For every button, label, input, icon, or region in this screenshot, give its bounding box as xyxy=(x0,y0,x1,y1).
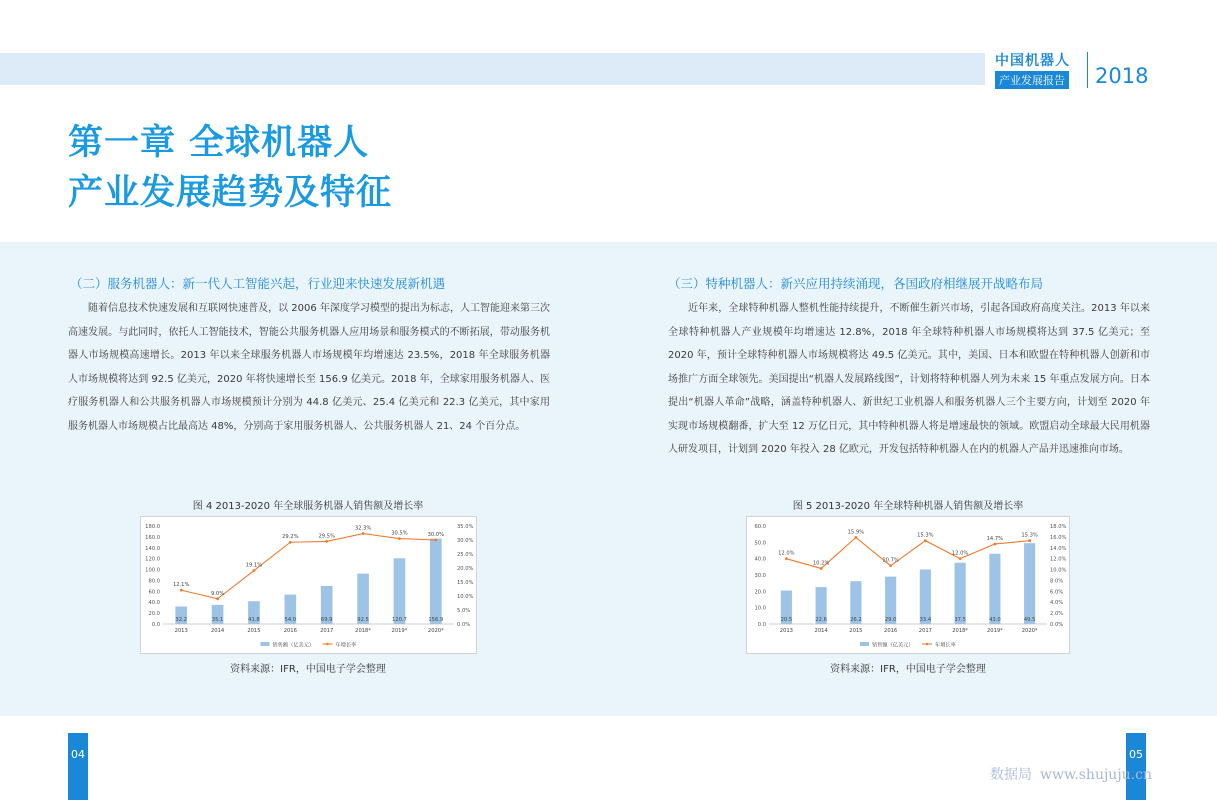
growth-rate-point xyxy=(820,567,823,570)
growth-rate-point xyxy=(854,536,857,539)
y-left-tick-label: 40.0 xyxy=(754,556,766,563)
bar xyxy=(955,563,966,624)
y-left-tick-label: 140.0 xyxy=(145,545,160,552)
y-right-tick-label: 8.0% xyxy=(1050,578,1064,585)
x-tick-label: 2017 xyxy=(918,628,932,634)
figure-4-chart xyxy=(140,516,477,654)
y-left-tick-label: 0.0 xyxy=(757,622,766,628)
legend-line-marker xyxy=(326,643,329,646)
growth-rate-label: 10.2% xyxy=(812,560,830,567)
page-tab-left xyxy=(68,733,88,800)
growth-rate-label: 12.0% xyxy=(778,550,795,557)
y-left-tick-label: 20.0 xyxy=(754,589,766,596)
brand-subtitle: 产业发展报告 xyxy=(995,71,1069,89)
growth-rate-point xyxy=(253,569,256,572)
x-tick-label: 2018* xyxy=(355,628,371,634)
y-left-tick-label: 80.0 xyxy=(148,578,160,585)
x-tick-label: 2016 xyxy=(283,628,297,634)
bar-value-label: 92.5 xyxy=(357,617,369,623)
growth-rate-label: 14.7% xyxy=(986,535,1004,542)
y-right-tick-label: 18.0% xyxy=(1050,524,1067,530)
legend-bar-label: 销售额（亿美元） xyxy=(272,642,315,649)
x-tick-label: 2017 xyxy=(320,628,334,634)
x-tick-label: 2019* xyxy=(391,628,408,634)
y-right-tick-label: 16.0% xyxy=(1050,534,1067,541)
growth-rate-label: 9.0% xyxy=(210,590,225,597)
service-robot-chart-svg xyxy=(141,517,476,653)
growth-rate-label: 30.5% xyxy=(391,530,408,537)
y-right-tick-label: 12.0% xyxy=(1050,556,1067,563)
bar-value-label: 33.4 xyxy=(919,617,932,623)
page-number-left: 04 xyxy=(71,748,85,761)
y-right-tick-label: 2.0% xyxy=(1050,611,1064,618)
legend-line-label: 年增长率 xyxy=(935,642,956,649)
bar xyxy=(394,558,406,624)
growth-rate-point xyxy=(216,597,219,600)
service-robots-paragraph: 随着信息技术快速发展和互联网快速普及，以 2006 年深度学习模型的提出为标志，人工智能迎来第三次高速发展。与此同时，依托人工智能技术，智能公共服务机器人应用场景和服务模式的不断拓展，带动服务机器人市场规模高速增长。2013 年以来全球服务机器人市场规模年均增速达 23.5%，2018 年全球服务机器人市场规模将达到 92.5 亿美元，2020 年将快速增长至 156.9 亿美元。2018 年，全球家用服务机器人、医疗服务机器人和公共服务机器人市场规模预计分别为 44.8 亿美元、25.4 亿美元和 22.3 亿美元，其中家用服务机器人市场规模占比最高达 48%，分别高于家用服务机器人、公共服务机器人 21、24 个百分点。 xyxy=(68,303,550,432)
legend-bar-swatch xyxy=(860,642,869,646)
brand-title: 中国机器人 xyxy=(995,53,1070,69)
bar xyxy=(430,539,442,624)
bar-value-label: 120.7 xyxy=(392,617,407,623)
special-robot-chart-svg xyxy=(747,517,1069,653)
growth-rate-point xyxy=(434,539,437,542)
x-tick-label: 2020* xyxy=(427,628,444,634)
figure-4-source: 资料来源：IFR，中国电子学会整理 xyxy=(230,664,386,675)
bar-value-label: 20.5 xyxy=(780,617,793,623)
growth-rate-label: 15.9% xyxy=(847,529,865,536)
x-tick-label: 2015 xyxy=(849,628,863,634)
legend-bar-swatch xyxy=(261,642,270,646)
bar xyxy=(989,554,1000,624)
growth-rate-point xyxy=(1028,539,1031,542)
x-tick-label: 2014 xyxy=(814,628,828,634)
header-band xyxy=(0,53,985,85)
bar-value-label: 22.6 xyxy=(815,617,827,623)
growth-rate-point xyxy=(924,539,927,542)
brand-year: 2018 xyxy=(1095,64,1149,88)
figure-4-caption: 图 4 2013-2020 年全球服务机器人销售额及增长率 xyxy=(192,501,424,512)
growth-rate-label: 12.0% xyxy=(951,550,969,557)
x-tick-label: 2016 xyxy=(884,628,898,634)
x-tick-label: 2014 xyxy=(210,628,225,634)
y-left-tick-label: 0.0 xyxy=(151,622,160,628)
growth-rate-label: 10.7% xyxy=(882,557,899,564)
section-heading-special-robots: （三）特种机器人：新兴应用持续涌现，各国政府相继展开战略布局 xyxy=(668,276,1044,291)
y-right-tick-label: 15.0% xyxy=(457,580,474,586)
bar-value-label: 32.2 xyxy=(175,617,187,623)
growth-rate-point xyxy=(289,541,292,544)
growth-rate-point xyxy=(785,557,788,560)
growth-rate-label: 15.3% xyxy=(917,532,934,539)
growth-rate-point xyxy=(959,557,962,560)
y-left-tick-label: 100.0 xyxy=(145,567,160,574)
growth-rate-label: 12.1% xyxy=(172,582,190,589)
x-tick-label: 2013 xyxy=(779,628,793,634)
bar-value-label: 37.5 xyxy=(954,617,966,623)
y-right-tick-label: 6.0% xyxy=(1050,589,1064,596)
growth-rate-point xyxy=(180,589,183,592)
bar-value-label: 35.1 xyxy=(211,617,224,623)
y-left-tick-label: 120.0 xyxy=(145,556,160,563)
x-tick-label: 2020* xyxy=(1021,628,1038,634)
bar xyxy=(920,569,931,624)
brand-divider xyxy=(1087,52,1088,88)
bar-value-label: 41.8 xyxy=(248,617,260,623)
legend-line-label: 年增长率 xyxy=(335,642,357,649)
y-left-tick-label: 40.0 xyxy=(148,600,160,607)
growth-rate-point xyxy=(362,532,365,535)
figure-5-chart xyxy=(746,516,1070,654)
watermark xyxy=(990,764,1152,784)
bar-value-label: 26.2 xyxy=(850,617,862,623)
growth-rate-point xyxy=(889,564,892,567)
growth-rate-label: 29.2% xyxy=(282,534,299,541)
y-right-tick-label: 30.0% xyxy=(457,538,474,544)
y-left-tick-label: 60.0 xyxy=(148,589,160,596)
chapter-title-line2: 产业发展趋势及特征 xyxy=(68,173,393,213)
bar-value-label: 29.0 xyxy=(884,617,897,623)
report-brand xyxy=(993,50,1193,90)
growth-rate-label: 29.5% xyxy=(318,533,335,540)
y-left-tick-label: 10.0 xyxy=(754,605,766,612)
bar-value-label: 43.0 xyxy=(989,617,1001,623)
chapter-title xyxy=(68,118,392,218)
watermark-name: 数据局 xyxy=(990,767,1032,783)
growth-rate-label: 15.3% xyxy=(1021,532,1038,539)
bar-value-label: 49.5 xyxy=(1023,617,1036,623)
y-right-tick-label: 4.0% xyxy=(1050,600,1064,607)
y-left-tick-label: 60.0 xyxy=(754,524,766,530)
y-left-tick-label: 20.0 xyxy=(148,611,160,618)
y-left-tick-label: 30.0 xyxy=(754,573,766,579)
page-number-right: 05 xyxy=(1129,748,1143,761)
y-right-tick-label: 0.0% xyxy=(1050,622,1064,628)
x-tick-label: 2018* xyxy=(952,628,969,634)
growth-rate-point xyxy=(993,543,996,546)
y-left-tick-label: 180.0 xyxy=(145,524,160,530)
special-robots-paragraph: 近年来，全球特种机器人整机性能持续提升，不断催生新兴市场，引起各国政府高度关注。2013 年以来全球特种机器人产业规模年均增速达 12.8%，2018 年全球特种机器人市场规模将达到 37.5 亿美元；至 2020 年，预计全球特种机器人市场规模将达 49.5 亿美元。其中，美国、日本和欧盟在特种机器人创新和市场推广方面全球领先。美国提出“机器人发展路线图”，计划将特种机器人列为未来 15 年重点发展方向。日本提出“机器人革命”战略，涵盖特种机器人、新世纪工业机器人和服务机器人三个主要方向，计划至 2020 年实现市场规模翻番，扩大至 12 万亿日元，其中特种机器人将是增速最快的领域。欧盟启动全球最大民用机器人研发项目，计划到 2020 年投入 28 亿欧元，开发包括特种机器人在内的机器人产品并迅速推向市场。 xyxy=(668,303,1150,455)
figure-5-source: 资料来源：IFR，中国电子学会整理 xyxy=(830,664,986,675)
watermark-url: www.shujuju.cn xyxy=(1040,767,1152,783)
section-heading-service-robots: （二）服务机器人：新一代人工智能兴起，行业迎来快速发展新机遇 xyxy=(70,276,446,291)
growth-rate-label: 19.1% xyxy=(245,562,263,569)
bar-value-label: 54.0 xyxy=(284,617,297,623)
y-right-tick-label: 25.0% xyxy=(457,552,474,558)
growth-rate-label: 32.3% xyxy=(354,525,372,532)
y-right-tick-label: 35.0% xyxy=(457,524,474,530)
y-right-tick-label: 20.0% xyxy=(457,566,474,572)
growth-rate-label: 30.0% xyxy=(427,532,445,538)
y-right-tick-label: 10.0% xyxy=(1050,567,1067,574)
bar-value-label: 69.9 xyxy=(320,617,333,623)
figure-5-caption: 图 5 2013-2020 年全球特种机器人销售额及增长率 xyxy=(792,501,1024,512)
bar-value-label: 156.9 xyxy=(428,617,444,623)
x-tick-label: 2015 xyxy=(247,628,261,634)
y-left-tick-label: 50.0 xyxy=(754,540,766,547)
legend-line-marker xyxy=(926,643,929,646)
y-right-tick-label: 14.0% xyxy=(1050,545,1067,552)
x-tick-label: 2013 xyxy=(174,628,188,634)
chapter-title-line1: 第一章 全球机器人 xyxy=(68,123,370,163)
growth-rate-point xyxy=(398,537,401,540)
y-right-tick-label: 5.0% xyxy=(457,608,471,614)
y-right-tick-label: 10.0% xyxy=(457,594,474,600)
x-tick-label: 2019* xyxy=(986,628,1003,634)
growth-rate-point xyxy=(325,540,328,543)
y-left-tick-label: 160.0 xyxy=(145,534,160,541)
bar xyxy=(1024,543,1035,624)
y-right-tick-label: 0.0% xyxy=(457,622,471,628)
legend-bar-label: 销售额（亿美元） xyxy=(872,642,914,649)
